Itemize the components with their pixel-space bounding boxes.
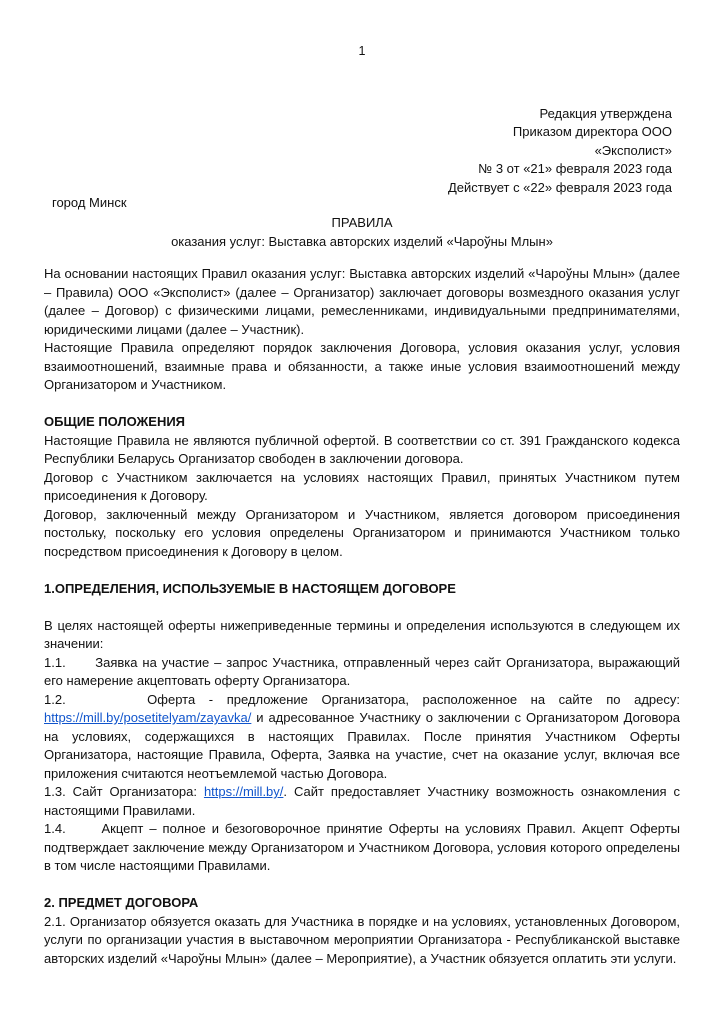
approval-line: № 3 от «21» февраля 2023 года (478, 161, 672, 177)
approval-line: Приказом директора ООО (512, 124, 672, 140)
approval-line: Редакция утверждена (539, 106, 672, 121)
definition-item (44, 783, 680, 820)
document-body (44, 265, 684, 968)
page-number: 1 (358, 44, 366, 58)
offer-link[interactable]: https://mill.by/posetitelyam/zayavka/ (44, 710, 252, 725)
section-heading-general: ОБЩИЕ ПОЛОЖЕНИЯ (44, 414, 186, 429)
definition-text: . Сайт предоставляет Участнику возможность ознакомления с настоящими Правилами. (44, 784, 681, 818)
section-heading-2: 2. ПРЕДМЕТ ДОГОВОРА (44, 895, 199, 910)
title-main: ПРАВИЛА (331, 215, 393, 230)
definition-text: 1.3. Сайт Организатора: (44, 784, 204, 799)
subject-item: 2.1. Организатор обязуется оказать для Участника в порядке и на условиях, установленных Договором, услуги по организации участия в выставочном мероприятии Организатора - Республиканской выставке авторских изделий «Чароўны Млын» (далее – Мероприятие), а Участник обязуется оплатить эти услуги. (44, 913, 680, 966)
definition-text: и адресованное Участнику о заключении с Организатором Договора на условиях, содержащихся в настоящих Правилах. После принятия Участником Оферты Организатора, настоящие Правила, Оферта, Заявка на участие, счет на оказание услуг, включая все приложения считаются неотъемлемой частью Договора. (44, 710, 684, 781)
approval-line: Действует с «22» февраля 2023 года (447, 179, 672, 195)
section1-intro: В целях настоящей оферты нижеприведенные термины и определения используются в следующем их значении: (44, 617, 680, 651)
document-title (0, 213, 724, 251)
intro-paragraph: Настоящие Правила определяют порядок заключения Договора, условия оказания услуг, условия взаимоотношений, взаимные права и обязанности, а также иные условия взаимоотношений между Организатором и Участником. (44, 340, 680, 392)
title-subtitle: оказания услуг: Выставка авторских изделий «Чароўны Млын» (171, 234, 553, 249)
definition-item (44, 691, 684, 784)
site-link[interactable]: https://mill.by/ (203, 784, 284, 799)
general-paragraph: Договор с Участником заключается на условиях настоящих Правил, принятых Участником путем присоединения к Договору. (44, 469, 680, 503)
definition-text: 1.2. Оферта - предложение Организатора, расположенное на сайте по адресу: (44, 691, 684, 707)
approval-block (448, 105, 672, 197)
approval-line: «Эксполист» (594, 142, 672, 158)
city-label: город Минск (52, 195, 127, 210)
definition-item: 1.4. Акцепт – полное и безоговорочное принятие Оферты на условиях Правил. Акцепт Оферты подтверждает заключение между Организатором и Участником Договора, условия которого определены в том числе настоящими Правилами. (44, 821, 684, 873)
intro-paragraph: На основании настоящих Правил оказания услуг: Выставка авторских изделий «Чароўны Млын» (далее – Правила) ООО «Эксполист» (далее – Организатор) заключает договоры возмездного оказания услуг (далее – Договор) с физическими лицами, ремесленниками, индивидуальными предпринимателями, юридическими лицами (далее – Участник). (44, 266, 680, 337)
general-paragraph: Настоящие Правила не являются публичной офертой. В соответствии со ст. 391 Гражданского кодекса Республики Беларусь Организатор свободен в заключении договора. (44, 432, 680, 466)
general-paragraph: Договор, заключенный между Организатором и Участником, является договором присоединения постольку, поскольку его условия определены Организатором и принимаются Участником только посредством присоединения к Договору в целом. (44, 506, 680, 559)
section-heading-1: 1.ОПРЕДЕЛЕНИЯ, ИСПОЛЬЗУЕМЫЕ В НАСТОЯЩЕМ ДОГОВОРЕ (44, 580, 456, 596)
definition-item: 1.1. Заявка на участие – запрос Участника, отправленный через сайт Организатора, выражающий его намерение акцептовать оферту Организатора. (44, 654, 684, 688)
